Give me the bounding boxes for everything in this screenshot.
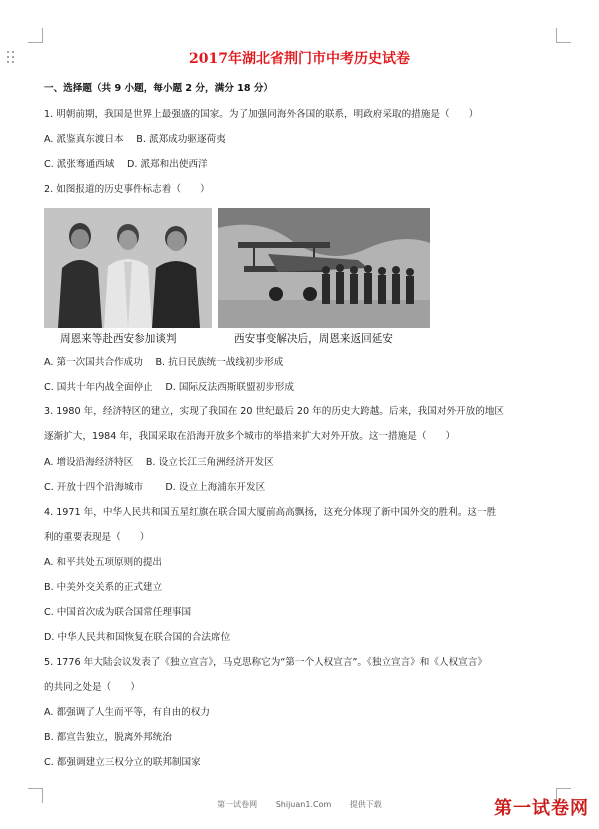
question-3-stem-line2: 逐渐扩大，1984 年，我国采取在沿海开放多个城市的举措来扩大对外开放。这一措施是（ ） — [44, 431, 456, 442]
question-4-stem-line2: 利的重要表现是（ ） — [44, 532, 150, 543]
question-1-stem: 1. 明朝前期，我国是世界上最强盛的国家。为了加强同海外各国的联系，明政府采取的措施是（ ） — [44, 109, 479, 120]
question-5-stem-line1: 5. 1776 年大陆会议发表了《独立宣言》，马克思称它为“第一个人权宣言”。《独立宣言》和《人权宣言》 — [44, 657, 487, 668]
document-title: 2017年湖北省荆门市中考历史试卷 — [189, 51, 410, 67]
question-3-options-cd: C. 开放十四个沿海城市 D. 设立上海浦东开发区 — [44, 482, 266, 493]
question-2-options-ab: A. 第一次国共合作成功 B. 抗日民族统一战线初步形成 — [44, 357, 284, 368]
question-4-option-a: A. 和平共处五项原则的提出 — [44, 557, 163, 568]
question-4-stem-line1: 4. 1971 年，中华人民共和国五星红旗在联合国大厦前高高飘扬，这充分体现了新中国外交的胜利。这一胜 — [44, 507, 497, 518]
question-4-option-b: B. 中美外交关系的正式建立 — [44, 582, 163, 593]
question-3-stem-line1: 3. 1980 年，经济特区的建立，实现了我国在 20 世纪最后 20 年的历史大跨越。后来，我国对外开放的地区 — [44, 406, 505, 417]
page-corner-mark — [28, 28, 43, 43]
question-4-option-d: D. 中华人民共和国恢复在联合国的合法席位 — [44, 632, 231, 643]
question-1-options-ab: A. 派鉴真东渡日本 B. 派郑成功驱逐荷夷 — [44, 134, 226, 145]
question-1-options-cd: C. 派张骞通西域 D. 派郑和出使西洋 — [44, 159, 208, 170]
question-4-option-c: C. 中国首次成为联合国常任理事国 — [44, 607, 192, 618]
question-2-stem: 2. 如图报道的历史事件标志着（ ） — [44, 184, 210, 195]
photo-caption-right: 西安事变解决后，周恩来返回延安 — [234, 333, 393, 345]
question-5-stem-line2: 的共同之处是（ ） — [44, 682, 140, 693]
question-2-options-cd: C. 国共十年内战全面停止 D. 国际反法西斯联盟初步形成 — [44, 382, 294, 393]
question-5-option-a: A. 都强调了人生而平等，有自由的权力 — [44, 707, 210, 718]
question-5-option-c: C. 都强调建立三权分立的联邦制国家 — [44, 757, 201, 768]
footer-download-note: 第一试卷网 Shijuan1.Com 提供下载 — [217, 800, 382, 809]
site-brand-logo[interactable]: 第一试卷网 — [494, 798, 589, 819]
question-5-option-b: B. 都宣告独立，脱离外邦统治 — [44, 732, 172, 743]
historical-photo-airplane — [218, 208, 430, 328]
section-heading: 一、选择题（共 9 小题，每小题 2 分，满分 18 分） — [44, 83, 274, 94]
photo-caption-left: 周恩来等赴西安参加谈判 — [60, 333, 177, 345]
page-corner-mark — [556, 28, 571, 43]
historical-photo-negotiators — [44, 208, 212, 328]
question-3-options-ab: A. 增设沿海经济特区 B. 设立长江三角洲经济开发区 — [44, 457, 274, 468]
